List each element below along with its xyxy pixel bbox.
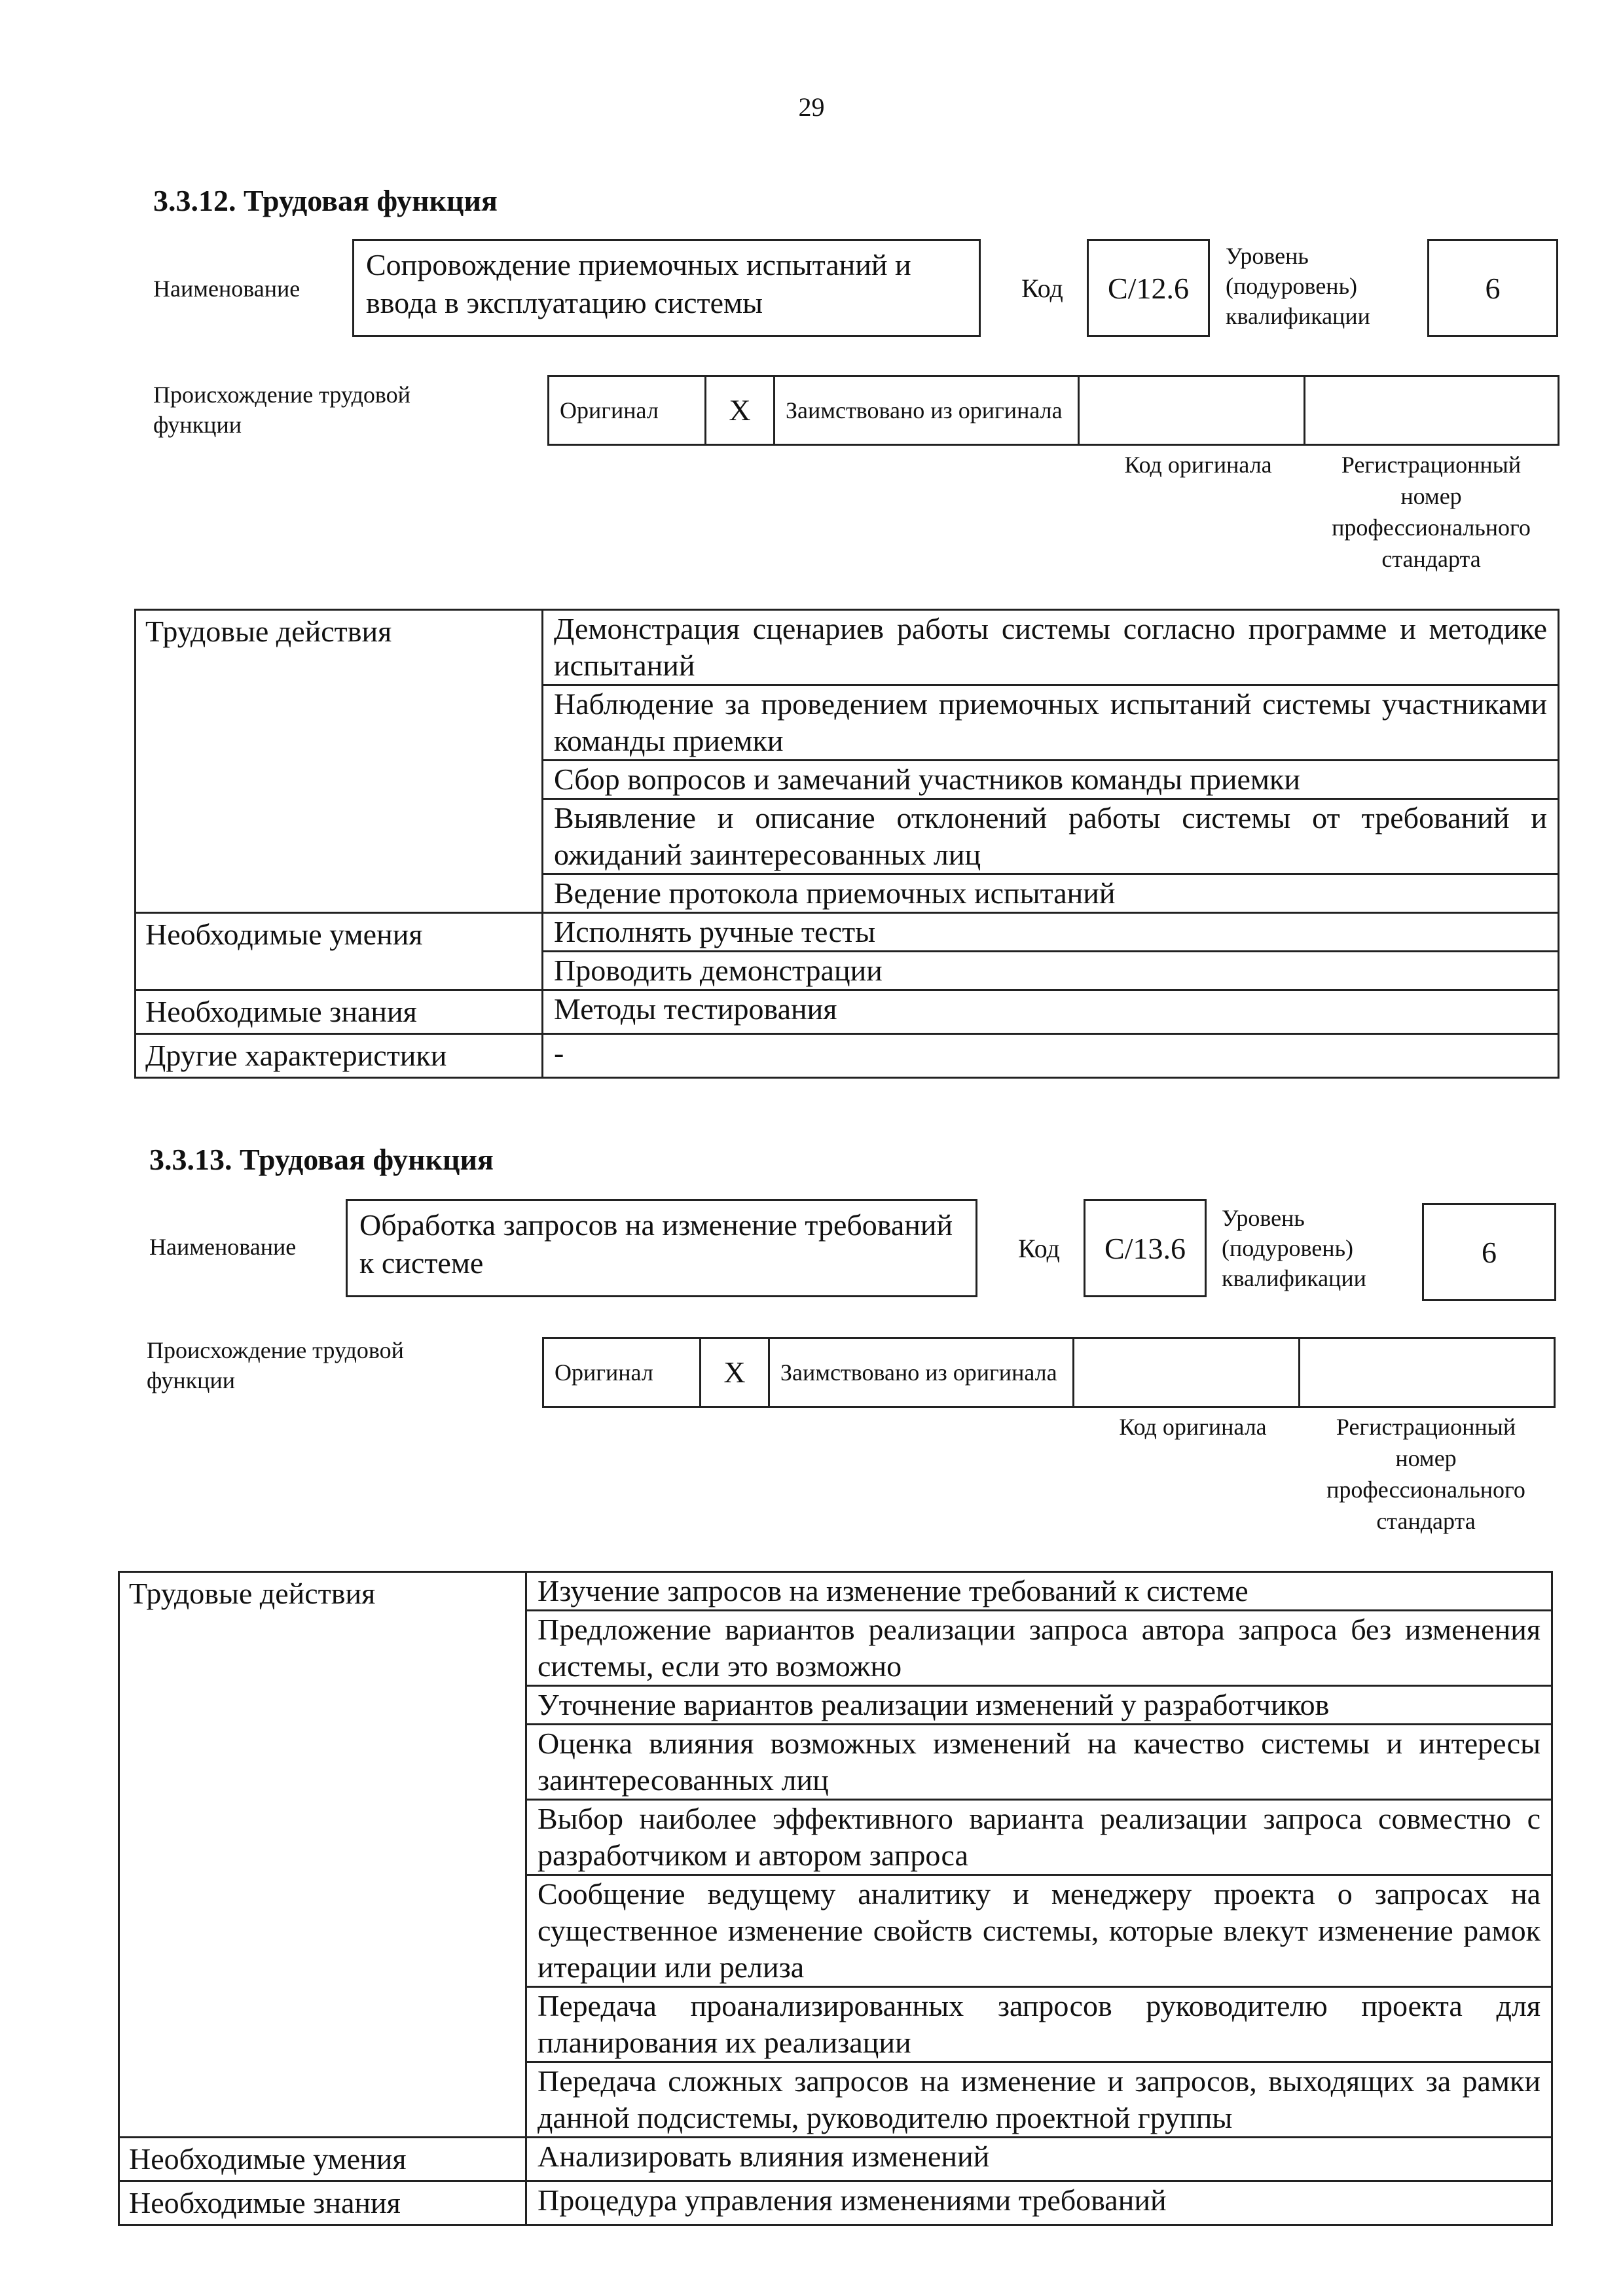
table-row (119, 1572, 1552, 1611)
table-cell: Методы тестирования (543, 990, 1559, 1034)
table-row (136, 913, 1559, 952)
origin-reg-cell (1300, 1338, 1555, 1407)
origin-mark: X (706, 376, 775, 445)
table-cell: Проводить демонстрации (543, 952, 1559, 990)
category-cell: Трудовые действия (136, 610, 543, 913)
table-cell: Исполнять ручные тесты (543, 913, 1559, 952)
category-cell: Трудовые действия (119, 1572, 526, 2138)
table-row (119, 2138, 1552, 2181)
origin-reg-cell (1305, 376, 1559, 445)
origin-code-cell (1079, 376, 1305, 445)
origin-table (547, 375, 1559, 446)
origin-borrowed-cell: Заимствовано из оригинала (769, 1338, 1074, 1407)
table-cell: Передача проанализированных запросов руководителю проекта для планирования их реализации (526, 1987, 1552, 2062)
name-label: Наименование (153, 276, 301, 302)
category-cell: Другие характеристики (136, 1034, 543, 1078)
table-cell: Ведение протокола приемочных испытаний (543, 874, 1559, 913)
function-code-box: C/13.6 (1084, 1199, 1207, 1297)
table-cell: Демонстрация сценариев работы системы согласно программе и методике испытаний (543, 610, 1559, 685)
table-cell: Предложение вариантов реализации запроса автора запроса без изменения системы, если это возможно (526, 1611, 1552, 1686)
origin-original-cell: Оригинал (549, 376, 706, 445)
qualification-level-label: Уровень (подуровень) квалификации (1222, 1205, 1366, 1291)
origin-table (542, 1337, 1556, 1408)
category-cell: Необходимые знания (136, 990, 543, 1034)
origin-reg-caption: Регистрационный номер профессионального стандарта (1326, 1414, 1525, 1534)
origin-original-cell: Оригинал (543, 1338, 701, 1407)
qualification-level-value: 6 (1427, 239, 1558, 337)
function-code-box: C/12.6 (1087, 239, 1210, 337)
category-cell: Необходимые знания (119, 2181, 526, 2225)
origin-code-caption: Код оригинала (1119, 1414, 1267, 1440)
function-name-box: Обработка запросов на изменение требований к системе (346, 1199, 977, 1297)
function-name-box: Сопровождение приемочных испытаний и ввода в эксплуатацию системы (352, 239, 981, 337)
function-details-table (134, 609, 1559, 1079)
qualification-level-label: Уровень (подуровень) квалификации (1226, 243, 1370, 329)
qualification-level-value: 6 (1422, 1203, 1556, 1301)
origin-code-caption: Код оригинала (1124, 452, 1272, 478)
table-cell: Процедура управления изменениями требований (526, 2181, 1552, 2225)
table-cell: Оценка влияния возможных изменений на качество системы и интересы заинтересованных лиц (526, 1725, 1552, 1800)
table-cell: Изучение запросов на изменение требований к системе (526, 1572, 1552, 1611)
table-cell: Выявление и описание отклонений работы системы от требований и ожиданий заинтересованных лиц (543, 799, 1559, 874)
name-label: Наименование (149, 1234, 297, 1260)
section-title: 3.3.13. Трудовая функция (149, 1143, 494, 1176)
table-cell: Анализировать влияния изменений (526, 2138, 1552, 2181)
table-row (136, 1034, 1559, 1078)
code-label: Код (1018, 1234, 1060, 1263)
table-cell: Передача сложных запросов на изменение и запросов, выходящих за рамки данной подсистемы, руководителю проектной группы (526, 2062, 1552, 2138)
page-number: 29 (798, 92, 825, 122)
table-cell: - (543, 1034, 1559, 1078)
origin-borrowed-cell: Заимствовано из оригинала (775, 376, 1079, 445)
table-cell: Сбор вопросов и замечаний участников команды приемки (543, 761, 1559, 799)
origin-mark: X (701, 1338, 769, 1407)
origin-label: Происхождение трудовой функции (147, 1337, 404, 1393)
function-details-table (118, 1571, 1553, 2226)
table-row (136, 610, 1559, 685)
origin-reg-caption: Регистрационный номер профессионального стандарта (1332, 452, 1531, 572)
table-row (136, 990, 1559, 1034)
category-cell: Необходимые умения (119, 2138, 526, 2181)
code-label: Код (1021, 274, 1063, 303)
table-cell: Уточнение вариантов реализации изменений у разработчиков (526, 1686, 1552, 1725)
table-row (119, 2181, 1552, 2225)
section-title: 3.3.12. Трудовая функция (153, 184, 498, 217)
origin-label: Происхождение трудовой функции (153, 382, 410, 438)
category-cell: Необходимые умения (136, 913, 543, 990)
table-cell: Наблюдение за проведением приемочных испытаний системы участниками команды приемки (543, 685, 1559, 761)
table-cell: Сообщение ведущему аналитику и менеджеру проекта о запросах на существенное изменение свойств системы, которые влекут изменение рамок итерации или релиза (526, 1875, 1552, 1987)
origin-code-cell (1074, 1338, 1300, 1407)
table-cell: Выбор наиболее эффективного варианта реализации запроса совместно с разработчиком и автором запроса (526, 1800, 1552, 1875)
